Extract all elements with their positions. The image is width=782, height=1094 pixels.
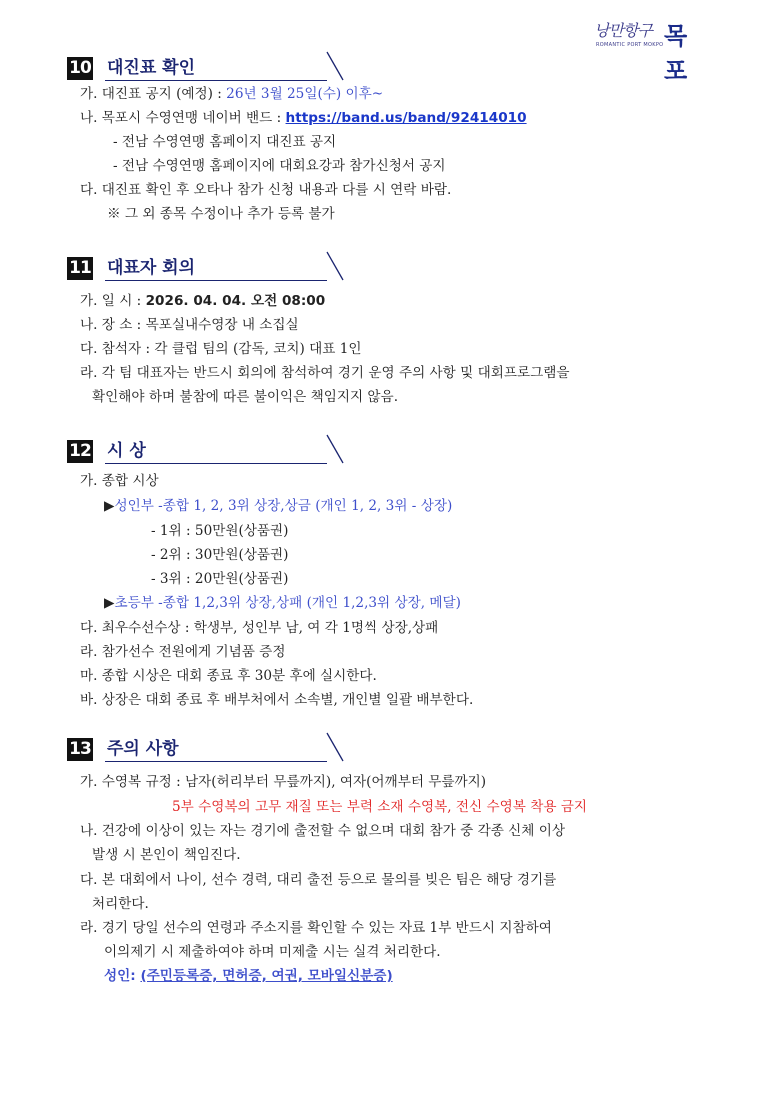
award-item-elementary xyxy=(104,593,461,613)
logo-script-text: 낭만항구 xyxy=(594,21,652,40)
title-underline xyxy=(105,463,327,464)
title-slash xyxy=(325,434,345,464)
list-item: 가. 종합 시상 xyxy=(80,473,159,489)
note-item: ※ 그 외 종목 수정이나 추가 등록 불가 xyxy=(107,206,335,222)
title-underline xyxy=(105,280,327,281)
section-number: 13 xyxy=(67,738,93,761)
list-item-continued: 이의제기 시 제출하여야 하며 미제출 시는 실격 처리한다. xyxy=(104,944,441,960)
title-slash xyxy=(325,732,345,762)
title-slash xyxy=(325,251,345,281)
section-awards xyxy=(67,440,747,468)
section-number: 12 xyxy=(67,440,93,463)
mokpo-logo xyxy=(594,12,706,85)
logo-sub-text: ROMANTIC PORT MOKPO xyxy=(596,42,664,48)
section-number: 11 xyxy=(67,257,93,280)
triangle-icon: ▶ xyxy=(104,595,115,611)
band-link[interactable]: https://band.us/band/92414010 xyxy=(285,110,527,126)
list-item: 다. 본 대회에서 나이, 선수 경력, 대리 출전 등으로 물의를 빚은 팀은 해당 경기를 xyxy=(80,872,557,888)
list-item: 바. 상장은 대회 종료 후 배부처에서 소속별, 개인별 일괄 배부한다. xyxy=(80,692,474,708)
section-header xyxy=(67,57,747,85)
list-item xyxy=(80,108,527,128)
prize-item: - 3위 : 20만원(상품권) xyxy=(151,571,289,587)
item-text: 나. 목포시 수영연맹 네이버 밴드 : xyxy=(80,110,286,126)
list-item xyxy=(80,84,383,104)
item-text: 가. 대진표 공지 (예정) : xyxy=(80,86,227,102)
list-item: 나. 장 소 : 목포실내수영장 내 소집실 xyxy=(80,317,299,333)
list-item-continued: 처리한다. xyxy=(92,896,149,912)
section-header xyxy=(67,440,747,468)
list-item: 나. 건강에 이상이 있는 자는 경기에 출전할 수 없으며 대회 참가 중 각종 신체 이상 xyxy=(80,823,566,839)
list-item: - 전남 수영연맹 홈페이지에 대회요강과 참가신청서 공지 xyxy=(113,158,446,174)
title-underline xyxy=(105,761,327,762)
prize-item: - 2위 : 30만원(상품권) xyxy=(151,547,289,563)
swimsuit-prohibition: 5부 수영복의 고무 재질 또는 부력 소재 수영복, 전신 수영복 착용 금지 xyxy=(172,799,588,815)
date-value: 26년 3월 25일(수) 이후~ xyxy=(226,86,384,102)
award-text: 성인부 -종합 1, 2, 3위 상장,상금 (개인 1, 2, 3위 - 상장) xyxy=(114,498,453,514)
section-number: 10 xyxy=(67,57,93,80)
award-item-adult xyxy=(104,496,452,516)
id-label: 성인: xyxy=(104,968,141,984)
logo-name: 목포 xyxy=(664,22,686,85)
section-representative-meeting xyxy=(67,257,747,285)
id-list: (주민등록증, 면허증, 여권, 모바일신분증) xyxy=(140,968,393,984)
section-header xyxy=(67,738,747,766)
section-bracket-confirm xyxy=(67,57,747,85)
award-text: 초등부 -종합 1,2,3위 상장,상패 (개인 1,2,3위 상장, 메달) xyxy=(114,595,461,611)
list-item: 마. 종합 시상은 대회 종료 후 30분 후에 실시한다. xyxy=(80,668,377,684)
list-item: 다. 대진표 확인 후 오타나 참가 신청 내용과 다를 시 연락 바람. xyxy=(80,182,452,198)
list-item xyxy=(80,291,325,311)
section-title: 대표자 회의 xyxy=(107,258,196,278)
id-requirement xyxy=(104,966,393,986)
triangle-icon: ▶ xyxy=(104,498,115,514)
list-item: 다. 참석자 : 각 클럽 팀의 (감독, 코치) 대표 1인 xyxy=(80,341,362,357)
title-slash xyxy=(325,51,345,81)
list-item: 라. 각 팀 대표자는 반드시 회의에 참석하여 경기 운영 주의 사항 및 대회프로그램을 xyxy=(80,365,570,381)
list-item-continued: 확인해야 하며 불참에 따른 불이익은 책임지지 않음. xyxy=(92,389,399,405)
section-precautions xyxy=(67,738,747,766)
title-underline xyxy=(105,80,327,81)
section-title: 주의 사항 xyxy=(107,739,179,759)
list-item-continued: 발생 시 본인이 책임진다. xyxy=(92,847,241,863)
prize-item: - 1위 : 50만원(상품권) xyxy=(151,523,289,539)
item-text: 가. 일 시 : xyxy=(80,293,146,309)
section-title: 대진표 확인 xyxy=(107,58,196,78)
list-item: - 전남 수영연맹 홈페이지 대진표 공지 xyxy=(113,134,337,150)
section-title: 시 상 xyxy=(107,441,146,461)
section-header xyxy=(67,257,747,285)
list-item: 라. 참가선수 전원에게 기념품 증정 xyxy=(80,644,286,660)
list-item: 가. 수영복 규정 : 남자(허리부터 무릎까지), 여자(어깨부터 무릎까지) xyxy=(80,774,487,790)
meeting-datetime: 2026. 04. 04. 오전 08:00 xyxy=(145,293,326,309)
list-item: 다. 최우수선수상 : 학생부, 성인부 남, 여 각 1명씩 상장,상패 xyxy=(80,620,439,636)
list-item: 라. 경기 당일 선수의 연령과 주소지를 확인할 수 있는 자료 1부 반드시 지참하여 xyxy=(80,920,552,936)
